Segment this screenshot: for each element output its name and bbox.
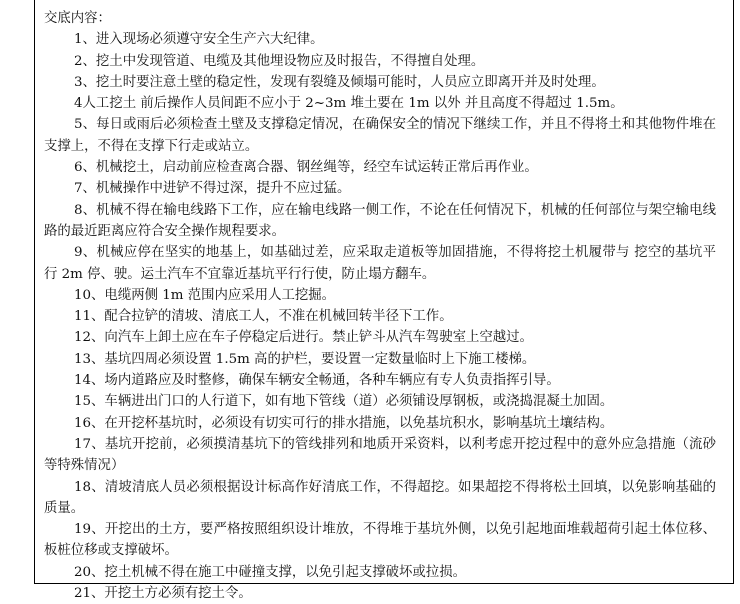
list-item: 8、机械不得在输电线路下工作，应在输电线路一侧工作，不论在任何情况下，机械的任何部位与架空输电线路的最近距离应符合安全操作规程要求。 [44, 202, 716, 239]
list-item: 14、场内道路应及时整修，确保车辆安全畅通，各种车辆应有专人负责指挥引导。 [74, 373, 560, 389]
list-item: 15、车辆进出门口的人行道下，如有地下管线（道）必须铺设厚钢板，或浇捣混凝土加固。 [74, 394, 614, 410]
list-item: 9、机械应停在坚实的地基上，如基础过差，应采取走道板等加固措施，不得将挖土机履带与 挖空的基坑平行 2m 停、驶。运土汽车不宜靠近基坑平行行使，防止塌方翻车。 [44, 245, 716, 282]
list-item: 10、电缆两侧 1m 范围内应采用人工挖掘。 [74, 287, 336, 303]
list-item: 2、挖土中发现管道、电缆及其他埋设物应及时报告，不得擅自处理。 [74, 53, 485, 69]
list-item: 16、在开挖杯基坑时，必须设有切实可行的排水措施，以免基坑积水，影响基坑土壤结构。 [74, 415, 614, 431]
disclosure-content [44, 8, 716, 604]
list-item: 7、机械操作中进铲不得过深，提升不应过猛。 [74, 181, 351, 197]
list-item: 18、清坡清底人员必须根据设计标高作好清底工作，不得超挖。如果超挖不得将松土回填，以免影响基础的质量。 [44, 479, 716, 516]
list-item: 11、配合拉铲的清坡、清底工人，不准在机械回转半径下工作。 [74, 309, 453, 325]
list-item: 17、基坑开挖前，必须摸清基坑下的管线排列和地质开采资料，以利考虑开挖过程中的意外应急措施（流砂等特殊情况） [44, 436, 716, 474]
section-title: 交底内容： [44, 11, 111, 26]
list-item: 20、挖土机械不得在施工中碰撞支撑，以免引起支撑破坏或拉损。 [74, 564, 466, 580]
list-item: 13、基坑四周必须设置 1.5m 高的护栏，要设置一定数量临时上下施工楼梯。 [74, 351, 536, 367]
list-item: 12、向汽车上卸土应在车子停稳定后进行。禁止铲斗从汽车驾驶室上空越过。 [74, 330, 533, 346]
list-item: 21、开挖土方必须有挖土令。 [74, 586, 252, 602]
list-item: 1、进入现场必须遵守安全生产六大纪律。 [74, 32, 324, 48]
list-item: 4人工挖土 前后操作人员间距不应小于 2~3m 堆土要在 1m 以外 并且高度不得超过 1.5m。 [74, 96, 624, 112]
list-item: 5、每日或雨后必须检查土壁及支撑稳定情况，在确保安全的情况下继续工作，并且不得将土和其他物件堆在支撑上，不得在支撑下行走或站立。 [44, 117, 716, 154]
list-item: 6、机械挖土，启动前应检查离合器、钢丝绳等，经空车试运转正常后再作业。 [74, 160, 538, 176]
list-item: 19、开挖出的土方，要严格按照组织设计堆放，不得堆于基坑外侧，以免引起地面堆载超荷引起土体位移、板桩位移或支撑破坏。 [44, 522, 716, 559]
list-item: 3、挖土时要注意土壁的稳定性，发现有裂缝及倾塌可能时，人员应立即离开并及时处理。 [74, 74, 605, 90]
